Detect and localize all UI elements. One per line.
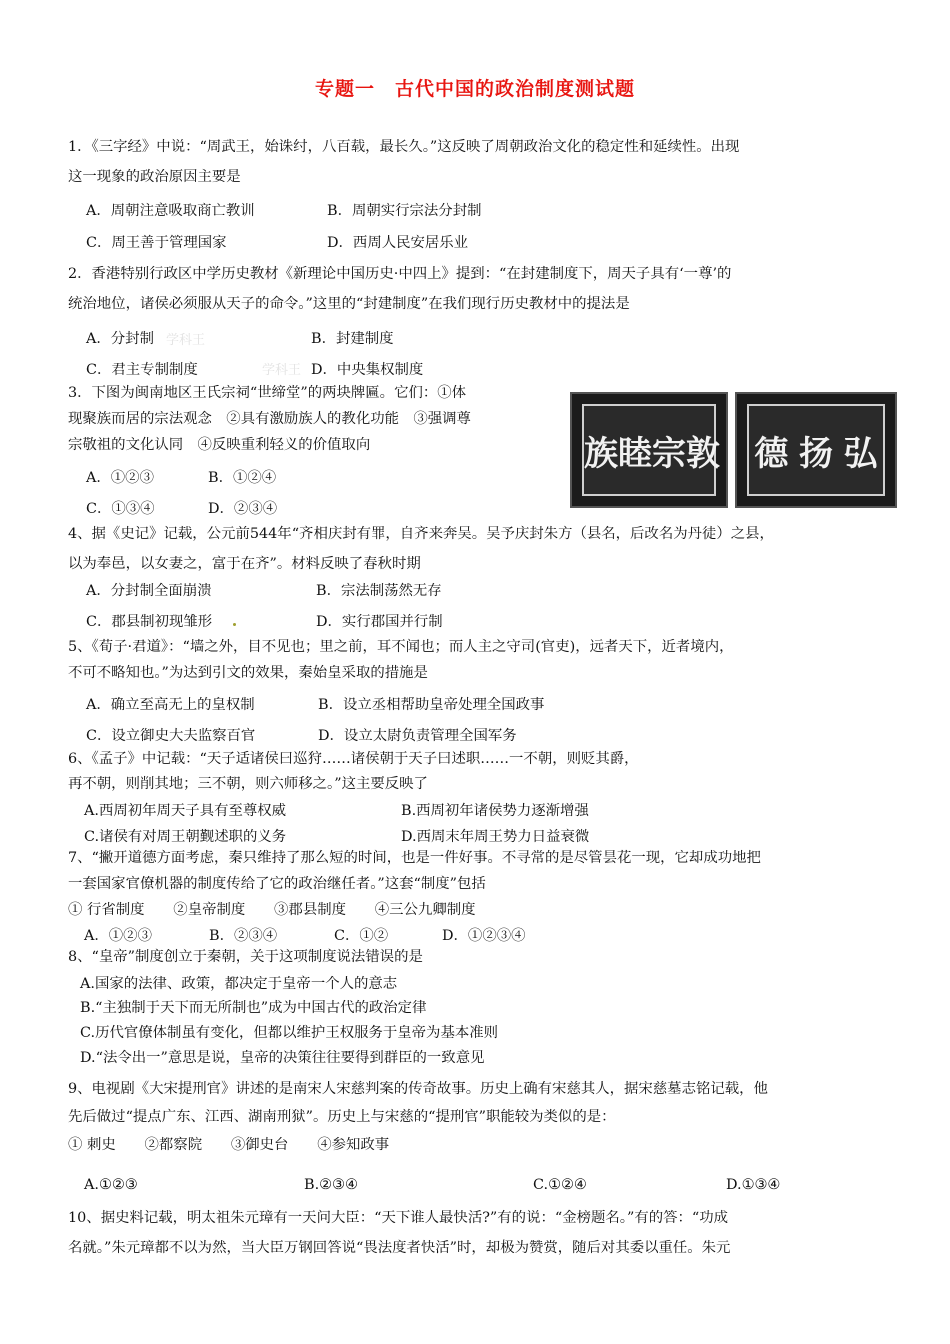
option-a: A.国家的法律、政策，都决定于皇帝一个人的意志 <box>80 976 398 992</box>
question-7 <box>68 843 888 925</box>
watermark: 学科王 <box>262 363 302 378</box>
question-text: 不可不略知也。”为达到引文的效果，秦始皇采取的措施是 <box>68 665 428 681</box>
plaque-char: 扬 <box>798 433 833 474</box>
plaque-char: 敦 <box>686 433 720 474</box>
option-b: B.“主独制于天下而无所制也”成为中国古代的政治定律 <box>80 1000 427 1016</box>
plaque-char: 睦 <box>618 433 652 474</box>
page-title: 专题一 古代中国的政治制度测试题 <box>314 78 635 100</box>
speck <box>233 623 236 626</box>
plaque-char: 族 <box>584 433 618 474</box>
option-b: B．①②④ <box>208 470 277 486</box>
option-d: D．西周人民安居乐业 <box>327 235 469 251</box>
question-text: 5、《荀子·君道》：“墙之外，目不见也；里之前，耳不闻也；而人主之守司(官吏)，远者天下，近者境内， <box>68 639 734 655</box>
option-d: D．实行郡国并行制 <box>316 614 443 630</box>
question-text: 这一现象的政治原因主要是 <box>68 169 241 185</box>
option-c: C.①②④ <box>533 1177 587 1193</box>
question-10 <box>68 1203 888 1263</box>
option-a: A.西周初年周天子具有至尊权威 <box>84 803 287 819</box>
option-b: B．宗法制荡然无存 <box>316 583 442 599</box>
question-text: 3．下图为闽南地区王氏宗祠“世缔堂”的两块牌匾。它们：①体 <box>68 385 467 401</box>
option-c: C.诸侯有对周王朝觐述职的义务 <box>84 829 287 845</box>
question-text: 1．《三字经》中说：“周武王，始诛纣，八百载，最长久。”这反映了周朝政治文化的稳定性和延续性。出现 <box>68 139 740 155</box>
question-text: 再不朝，则削其地；三不朝，则六师移之。”这主要反映了 <box>68 776 428 792</box>
question-9 <box>68 1074 888 1160</box>
plaque-right-image <box>735 392 897 508</box>
question-3 <box>68 378 568 460</box>
option-c: C．周王善于管理国家 <box>86 235 227 251</box>
option-d: D.西周末年周王势力日益衰微 <box>401 829 590 845</box>
option-d: D．①②③④ <box>442 928 526 944</box>
option-b: B．封建制度 <box>311 331 394 347</box>
option-a: A．①②③ <box>84 928 152 944</box>
question-text: 10、据史料记载，明太祖朱元璋有一天问大臣：“天下谁人最快活?”有的说：“金榜题名。”有的答：“功成 <box>68 1210 729 1226</box>
question-text: 统治地位，诸侯必须服从天子的命令。”这里的“封建制度”在我们现行历史教材中的提法是 <box>68 296 630 312</box>
question-text: 名就。”朱元璋都不以为然，当大臣万钢回答说“畏法度者快活”时，却极为赞赏，随后对其委以重任。朱元 <box>68 1240 731 1256</box>
option-b: B.②③④ <box>304 1177 358 1193</box>
question-2 <box>68 259 888 319</box>
option-b: B.西周初年诸侯势力逐渐增强 <box>401 803 589 819</box>
option-d: D．设立太尉负责管理全国军务 <box>318 728 517 744</box>
question-text: 2．香港特别行政区中学历史教材《新理论中国历史·中四上》提到：“在封建制度下，周天子具有‘一尊’的 <box>68 266 732 282</box>
plaque-left-image <box>570 392 728 508</box>
question-text: ① 刺史 ②都察院 ③御史台 ④参知政事 <box>68 1137 390 1153</box>
option-b: B．周朝实行宗法分封制 <box>327 203 482 219</box>
question-text: 先后做过“提点广东、江西、湖南刑狱”。历史上与宋慈的“提刑官”职能较为类似的是： <box>68 1109 616 1125</box>
question-text: 6、《孟子》中记载：“天子适诸侯曰巡狩……诸侯朝于天子曰述职……一不朝，则贬其爵， <box>68 751 639 767</box>
option-a: A．确立至高无上的皇权制 <box>86 697 255 713</box>
option-d: D．中央集权制度 <box>311 362 424 378</box>
option-c: C.历代官僚体制虽有变化，但都以维护王权服务于皇帝为基本准则 <box>80 1025 499 1041</box>
question-text: 以为奉邑，以女妻之，富于在齐”。材料反映了春秋时期 <box>68 556 421 572</box>
option-d: D.“法令出一”意思是说，皇帝的决策往往要得到群臣的一致意见 <box>80 1050 485 1066</box>
option-a: A．分封制 <box>86 331 154 347</box>
question-8 <box>68 942 888 972</box>
option-b: B．设立丞相帮助皇帝处理全国政事 <box>318 697 545 713</box>
question-6 <box>68 744 888 799</box>
question-text: 一套国家官僚机器的制度传给了它的政治继任者。”这套“制度”包括 <box>68 876 486 892</box>
option-c: C．设立御史大夫监察百官 <box>86 728 256 744</box>
question-text: 7、“撇开道德方面考虑，秦只维持了那么短的时间，也是一件好事。不寻常的是尽管昙花一现，它却成功地把 <box>68 850 761 866</box>
option-d: D．②③④ <box>208 501 278 517</box>
plaque-char: 德 <box>754 433 789 474</box>
question-text: ① 行省制度 ②皇帝制度 ③郡县制度 ④三公九卿制度 <box>68 902 476 918</box>
plaque-char: 弘 <box>843 433 878 474</box>
question-4 <box>68 519 888 579</box>
option-a: A．①②③ <box>86 470 154 486</box>
option-a: A.①②③ <box>84 1177 138 1193</box>
option-b: B．②③④ <box>209 928 278 944</box>
plaque-char: 宗 <box>652 433 686 474</box>
option-c: C．①③④ <box>86 501 155 517</box>
option-c: C．郡县制初现雏形 <box>86 614 213 630</box>
question-text: 宗敬祖的文化认同 ④反映重利轻义的价值取向 <box>68 437 371 453</box>
option-a: A．周朝注意吸取商亡教训 <box>86 203 255 219</box>
question-5 <box>68 632 888 688</box>
question-text: 8、“皇帝”制度创立于秦朝，关于这项制度说法错误的是 <box>68 949 423 965</box>
question-1 <box>68 132 888 192</box>
option-a: A．分封制全面崩溃 <box>86 583 212 599</box>
question-text: 4、据《史记》记载，公元前544年“齐相庆封有罪，自齐来奔吴。吴予庆封朱方（县名，后改名为丹徒）之县， <box>68 526 774 542</box>
question-text: 现聚族而居的宗法观念 ②具有激励族人的教化功能 ③强调尊 <box>68 411 471 427</box>
option-d: D.①③④ <box>726 1177 781 1193</box>
option-c: C．①② <box>334 928 389 944</box>
option-c: C．君主专制制度 <box>86 362 198 378</box>
question-text: 9、电视剧《大宋提刑官》讲述的是南宋人宋慈判案的传奇故事。历史上确有宋慈其人，据宋慈墓志铭记载，他 <box>68 1081 768 1097</box>
watermark: 学科王 <box>166 333 206 348</box>
